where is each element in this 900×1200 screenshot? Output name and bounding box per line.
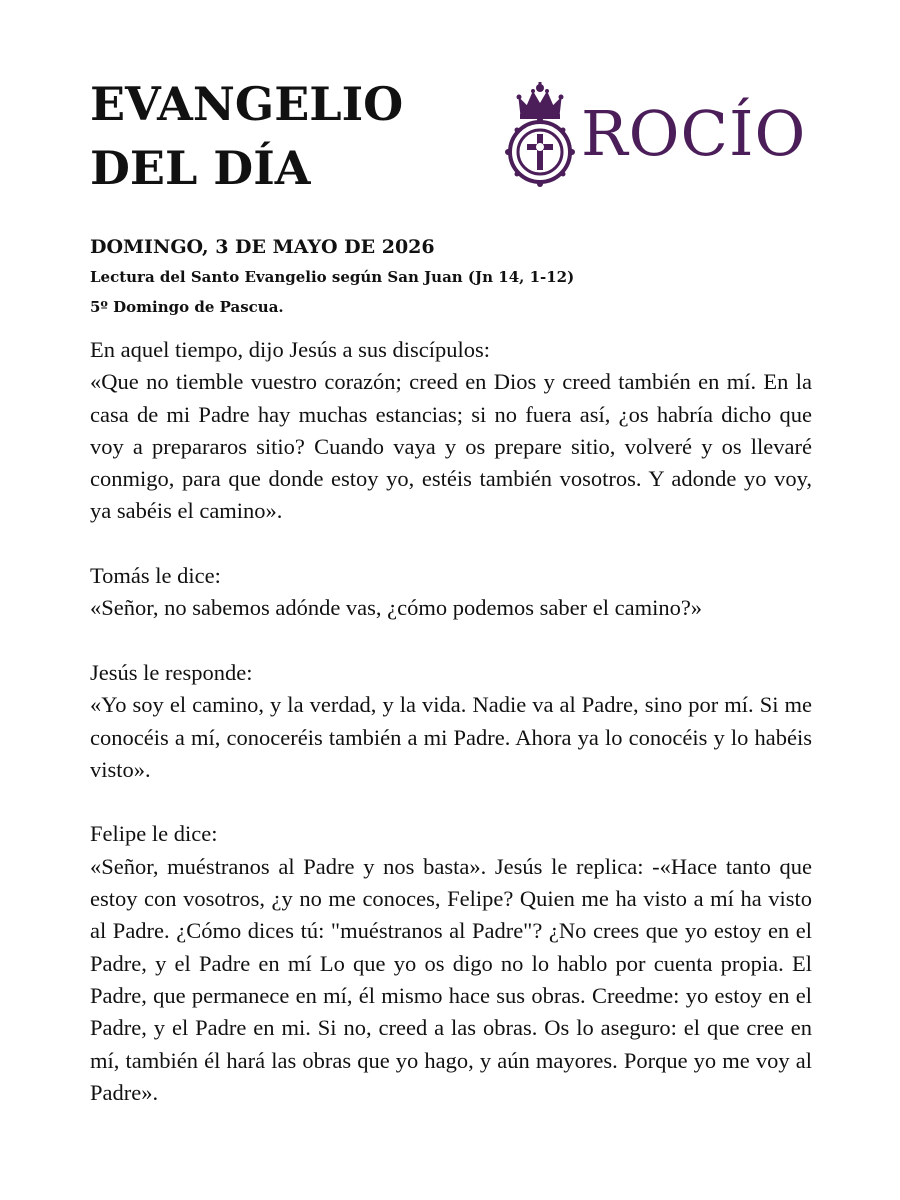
paragraph-speech: «Señor, no sabemos adónde vas, ¿cómo podemos saber el camino?» — [90, 595, 703, 621]
liturgical-sunday: 5º Domingo de Pascua. — [90, 298, 284, 316]
title-line-2: DEL DÍA — [90, 141, 311, 195]
logo-wordmark: ROCÍO — [581, 97, 807, 170]
paragraph-intro: Tomás le dice: — [90, 563, 221, 589]
crowned-medallion-cross-icon — [505, 80, 575, 190]
gospel-paragraph — [90, 560, 812, 625]
reading-date: DOMINGO, 3 DE MAYO DE 2026 — [90, 236, 435, 258]
paragraph-intro: Jesús le responde: — [90, 659, 253, 685]
rocio-logo — [505, 80, 815, 190]
title-line-1: EVANGELIO — [90, 77, 404, 131]
page-title — [90, 72, 403, 200]
gospel-text — [90, 334, 812, 1141]
gospel-paragraph — [90, 818, 812, 1109]
paragraph-intro: Felipe le dice: — [90, 821, 218, 847]
gospel-paragraph — [90, 657, 812, 786]
gospel-paragraph — [90, 334, 812, 528]
paragraph-speech: «Yo soy el camino, y la verdad, y la vida. Nadie va al Padre, sino por mí. Si me conocéis a mí, conoceréis también a mi Padre. Ahora ya lo conocéis y lo habéis visto». — [90, 692, 812, 782]
paragraph-speech: «Que no tiemble vuestro corazón; creed en Dios y creed también en mí. En la casa de mi Padre hay muchas estancias; si no fuera así, ¿os habría dicho que voy a prepararos sitio? Cuando vaya y os prepare sitio, volveré y os llevaré conmigo, para que donde estoy yo, estéis también vosotros. Y adonde yo voy, ya sabéis el camino». — [90, 369, 812, 524]
reading-reference: Lectura del Santo Evangelio según San Juan (Jn 14, 1-12) — [90, 268, 575, 286]
paragraph-speech: «Señor, muéstranos al Padre y nos basta». Jesús le replica: -«Hace tanto que estoy con vosotros, ¿y no me conoces, Felipe? Quien me ha visto a mí ha visto al Padre. ¿Cómo dices tú: "muéstranos al Padre"? ¿No crees que yo estoy en el Padre, y el Padre en mí Lo que yo os digo no lo hablo por cuenta propia. El Padre, que permanece en mí, él mismo hace sus obras. Creedme: yo estoy en el Padre, y el Padre en mi. Si no, creed a las obras. Os lo aseguro: el que cree en mí, también él hará las obras que yo hago, y aún mayores. Porque yo me voy al Padre». — [90, 853, 812, 1105]
reading-meta — [90, 232, 574, 322]
paragraph-intro: En aquel tiempo, dijo Jesús a sus discípulos: — [90, 337, 490, 362]
